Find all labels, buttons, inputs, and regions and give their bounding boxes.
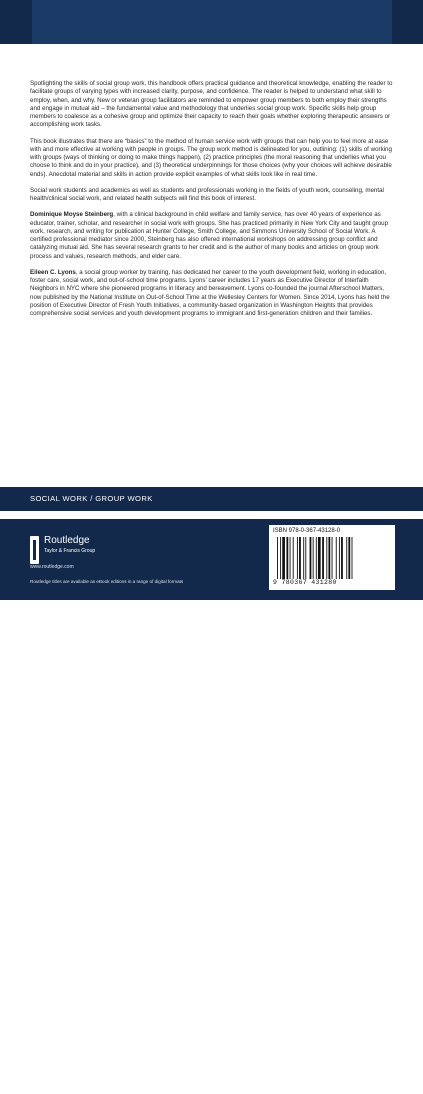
publisher-footer	[0, 519, 423, 1094]
author-bio-2	[30, 269, 394, 319]
author-1-bio-text: , with a clinical background in child welfare and family service, has over 40 years of experience as educator, trainer, scholar, and researcher in social work with groups. She has practiced primarily in New York City and taught group work, research, and writing for publication at Hunter College, Smith College, and Simmons University School of Social Work. A certified professional mediator since 2000, Steinberg has also offered international workshops on addressing group conflict and catalyzing mutual aid. She has several research grants to her credit and is the author of many books and articles on group work process and values, research methods, and elder care.	[30, 211, 389, 260]
side-text: an informa business	[410, 1062, 414, 1094]
blurb-paragraph-2: This book illustrates that there are “basics” to the method of human service work with groups that can help you to feel more at ease with and more effective at working with people in groups. The group work method is delineated for you, outlining: (1) skills of working with groups (ways of thinking or doing to make things happen), (2) practice principles (the moral reasoning that underlies what you choose to think and do in your practice), and (3) theoretical underpinnings for those choices (why your choices will achieve desirable ends). Anecdotal material and skills in action provide explicit examples of what skills look like in real time.	[30, 137, 392, 178]
back-cover-text	[30, 80, 394, 326]
routledge-logo-icon	[30, 536, 39, 564]
author-2-name: Eileen C. Lyons	[30, 268, 76, 276]
top-color-band	[0, 0, 423, 44]
barcode-box	[269, 525, 395, 590]
author-1-name: Dominique Moyse Steinberg	[30, 211, 114, 219]
publisher-website: www.routledge.com	[30, 564, 74, 570]
isbn-label: ISBN 978-0-367-43128-0	[273, 528, 341, 534]
isbn-digits: 9 780367 431280	[273, 579, 337, 586]
blurb-paragraph-1: Spotlighting the skills of social group work, this handbook offers practical guidance and theoretical knowledge, enabling the reader to facilitate groups of varying types with increased clarity, purpose, and confidence. The reader is helped to understand what skill to employ, when, and why. New or veteran group facilitators are reminded to empower group members to both employ their strengths and engage in mutual aid – the fundamental value and methodology that underlies social group work. Specific skills help group members to coalesce as a cohesive group and optimize their capacity to reach their goals whether exploring therapeutic answers or accomplishing work tasks.	[30, 80, 393, 129]
blurb-paragraph-3: Social work students and academics as well as students and professionals working in the fields of youth work, counseling, mental health/clinical social work, and related health subjects will find this book of interest.	[30, 186, 384, 202]
subject-band	[0, 487, 423, 511]
barcode-icon	[277, 537, 377, 579]
top-band-stripe	[32, 0, 392, 44]
subject-label: SOCIAL WORK / GROUP WORK	[30, 494, 153, 503]
author-2-bio-text: , a social group worker by training, has dedicated her career to the youth development field, working in education, foster care, social work, and out-of-school time programs. Lyons’ career includes 17 years as Executive Director of Interfaith Neighbors in NYC where she pioneered programs in literacy and bereavement. Lyons co-founded the journal Afterschool Matters, now published by the National Institute on Out-of-School Time at the Wellesley Centers for Women. Since 2014, Lyons has held the position of Executive Director of Fresh Youth Initiatives, a community-based organization in Washington Heights that provides comprehensive social services and youth development programs to immigrant and first-generation children and their families.	[30, 268, 390, 317]
publisher-group: Taylor & Francis Group	[44, 548, 96, 554]
author-bio-1	[30, 211, 394, 261]
publisher-name: Routledge	[44, 535, 90, 546]
ebook-note: Routledge titles are available as eBook editions in a range of digital formats	[30, 579, 184, 584]
